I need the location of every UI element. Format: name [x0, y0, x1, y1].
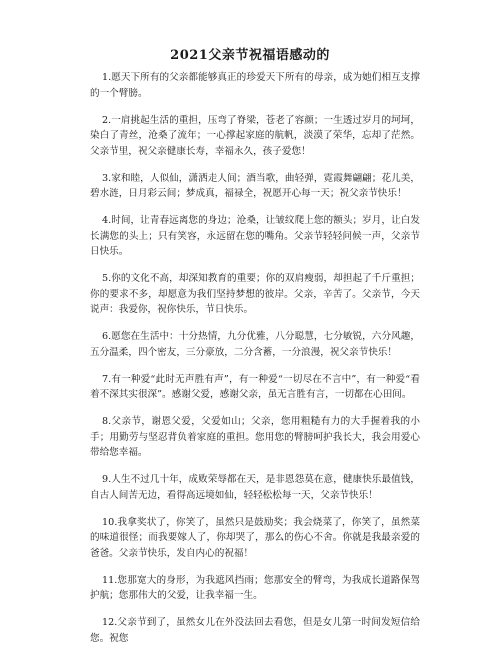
- paragraph-6: 6.愿您在生活中：十分热情，九分优雅，八分聪慧，七分敏锐，六分风趣，五分温柔，四个密友，三分豪放，二分含蓄，一分浪漫，祝父亲节快乐！: [90, 331, 420, 358]
- paragraph-5: 5.你的文化不高，却深知教育的重要；你的双肩瘦弱，却担起了千斤重担；你的要求不多，却愿意为我们坚持梦想的彼岸。父亲，辛苦了。父亲节，今天说声：我爱你，祝你快乐，节日快乐。: [90, 273, 420, 315]
- paragraph-4: 4.时间，让青春远离您的身边；沧桑，让皱纹爬上您的额头；岁月，让白发长满您的头上；只有笑容，永远留在您的嘴角。父亲节轻轻问候一声，父亲节日快乐。: [90, 215, 420, 257]
- paragraph-9: 9.人生不过几十年，成败荣辱都在天，是非恩怨莫在意，健康快乐最值钱，自古人间苦无边，看得高远境如仙，轻轻松松每一天，父亲节快乐！: [90, 474, 420, 501]
- paragraph-1: 1.愿天下所有的父亲都能够真正的珍爱天下所有的母亲，成为她们相互支撑的一个臂膀。: [90, 72, 420, 99]
- document-body: [90, 70, 420, 658]
- paragraph-11: 11.您那宽大的身形，为我遮风挡雨；您那安全的臂弯，为我成长道路保驾护航；您那伟大的父爱，让我幸福一生。: [90, 574, 420, 601]
- document-title: 2021父亲节祝福语感动的: [170, 48, 330, 63]
- paragraph-12: 12.父亲节到了，虽然女儿在外没法回去看您，但是女儿第一时间发短信给您。祝您: [90, 617, 420, 644]
- paragraph-7: 7.有一种爱“此时无声胜有声”，有一种爱“一切尽在不言中”，有一种爱“看着不深其实很深”。感谢父爱，感谢父亲，虽无言胜有言，一切都在心田间。: [90, 373, 420, 400]
- paragraph-10: 10.我拿奖状了，你笑了，虽然只是鼓励奖；我会烧菜了，你笑了，虽然菜的味道很怪；而我要嫁人了，你却哭了，那么的伤心不舍。你就是我最亲爱的爸爸。父亲节快乐，发自内心的祝福！: [90, 516, 420, 559]
- paragraph-8: 8.父亲节，谢恩父爱，父爱如山；父亲，您用粗糙有力的大手握着我的小手；用勤劳与坚忍背负着家庭的重担。您用您的臂膀呵护我长大，我会用爱心带给您幸福。: [90, 416, 420, 458]
- paragraph-2: 2.一肩挑起生活的重担，压弯了脊梁，苍老了容颜；一生透过岁月的坷坷，染白了青丝，沧桑了流年；一心撑起家庭的航帆，淡漠了荣华，忘却了茫然。父亲节里，祝父亲健康长寿，幸福永久，孩子爱您！: [90, 114, 420, 157]
- paragraph-3: 3.家和睦，人似仙，潇洒走人间；酒当歌，曲轻弹，霓霞舞翩翩；花儿美，碧水涟，日月彩云间；梦成真，福禄全，祝愿开心每一天；祝父亲节快乐！: [90, 172, 420, 199]
